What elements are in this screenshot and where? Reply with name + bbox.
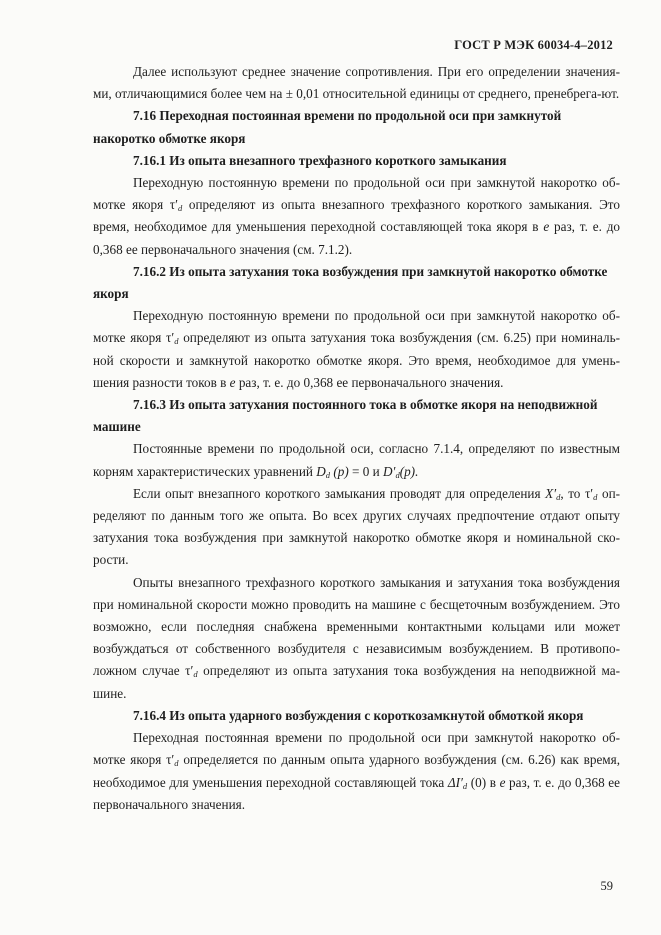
section-heading: 7.16.4 Из опыта ударного возбуждения с короткозамкнутой обмоткой якоря (133, 707, 584, 723)
text-run: e (229, 374, 236, 390)
section-heading: 7.16 Переходная постоянная времени по продольной оси при замкнутой накоротко обмотке якоря (93, 108, 562, 146)
text-run: Постоянные времени по продольной оси, согласно 7.1.4, определяют по известным корням характеристических уравнений (93, 441, 620, 479)
document-body (93, 61, 620, 816)
subscript: d (174, 758, 179, 769)
text-run: определяют из опыта затухания тока возбуждения на неподвижной ма-шине. (93, 663, 620, 701)
formula-symbol: $\tau'_d$ (166, 752, 179, 769)
formula-symbol: $D'_d$ (383, 463, 400, 480)
text-run: определяется по данным опыта ударного возбуждения (см. 6.26) как время, необходимое для уменьшения переходной составляющей тока (93, 752, 621, 790)
section-heading: 7.16.1 Из опыта внезапного трехфазного короткого замыкания (133, 152, 507, 168)
body-paragraph (93, 438, 620, 482)
text-run: раз, т. е. до 0,368 ее первоначального значения. (93, 774, 620, 812)
body-paragraph (93, 572, 620, 705)
text-run: Переходную постоянную времени по продольной оси при замкнутой накоротко об-мотке якоря (93, 175, 620, 213)
body-paragraph (93, 305, 620, 394)
section-heading: 7.16.3 Из опыта затухания постоянного тока в обмотке якоря на неподвижной машине (93, 397, 598, 435)
document-header: ГОСТ Р МЭК 60034-4–2012 (454, 38, 613, 52)
formula-symbol: $\Delta I'_d$ (447, 774, 468, 791)
text-run: определяют из опыта внезапного трехфазного короткого замыкания. Это время, необходимое для уменьшения переходной составляющей тока якоря в (93, 197, 620, 235)
subscript: d (556, 491, 561, 502)
body-paragraph (93, 483, 620, 572)
subscript: d (395, 469, 400, 480)
subscript: d (593, 491, 598, 502)
formula-symbol: $\tau'_d$ (185, 663, 198, 680)
text-run: раз, т. е. до 0,368 ее первоначального значения. (235, 374, 504, 390)
text-run: (p). (399, 463, 419, 479)
text-run: раз, т. е. до 0,368 ее первоначального значения (см. 7.1.2). (93, 219, 620, 257)
text-run: e (499, 774, 506, 790)
formula-symbol: $X'_d$ (545, 485, 561, 502)
text-run: (0) в (467, 774, 500, 790)
text-run: оп-ределяют по данным того же опыта. Во всех других случаях предпочтение отдают опыту затухания тока возбуждения при замкнутой накоротко обмотке якоря и номинальной ско-рости. (93, 485, 621, 568)
text-run: Переходную постоянную времени по продольной оси при замкнутой накоротко об-мотке якоря (93, 308, 620, 346)
subscript: d (462, 780, 468, 791)
body-paragraph: Далее используют среднее значение сопротивления. При его определении значения-ми, отличающимися более чем на ± 0,01 относительной единицы от среднего, пренебрега-ют. (93, 64, 620, 102)
text-run: (p) (330, 463, 349, 479)
text-run: = 0 и (348, 463, 384, 479)
subscript: d (177, 203, 183, 214)
section-heading: 7.16.2 Из опыта затухания тока возбуждения при замкнутой накоротко обмотке якоря (93, 263, 608, 302)
formula-symbol: $D_d$ (316, 463, 331, 480)
text-run: Переходная постоянная времени по продольной оси при замкнутой накоротко об-мотке якоря (93, 730, 620, 768)
subscript: d (325, 469, 331, 480)
text-run: Если опыт внезапного короткого замыкания проводят для определения (133, 485, 546, 501)
subscript: d (193, 669, 198, 680)
subscript: d (174, 336, 179, 347)
body-paragraph (93, 727, 620, 816)
text-run: Опыты внезапного трехфазного короткого замыкания и затухания тока возбуждения при номинальной скорости можно проводить на машине с бесщеточным возбуждением. Это возможно, если последняя снабжена временными контактными кольцами или может возбуждаться от собственного возбудителя с независимым возбуждением. В противопо-ложном случае (93, 574, 620, 679)
text-run: определяют из опыта затухания тока возбуждения (см. 6.25) при номиналь-ной скорости и замкнутой накоротко обмотке якоря. Это время, необходимое для умень-шения разности токов в (93, 330, 620, 390)
page-number: 59 (600, 879, 613, 893)
formula-symbol: $\tau'_d$ (584, 485, 598, 502)
formula-symbol: $\tau'_d$ (166, 330, 179, 347)
body-paragraph (93, 172, 620, 261)
text-run: e (543, 219, 550, 235)
text-run: , то (560, 485, 585, 501)
formula-symbol: $\tau'_d$ (169, 197, 183, 214)
